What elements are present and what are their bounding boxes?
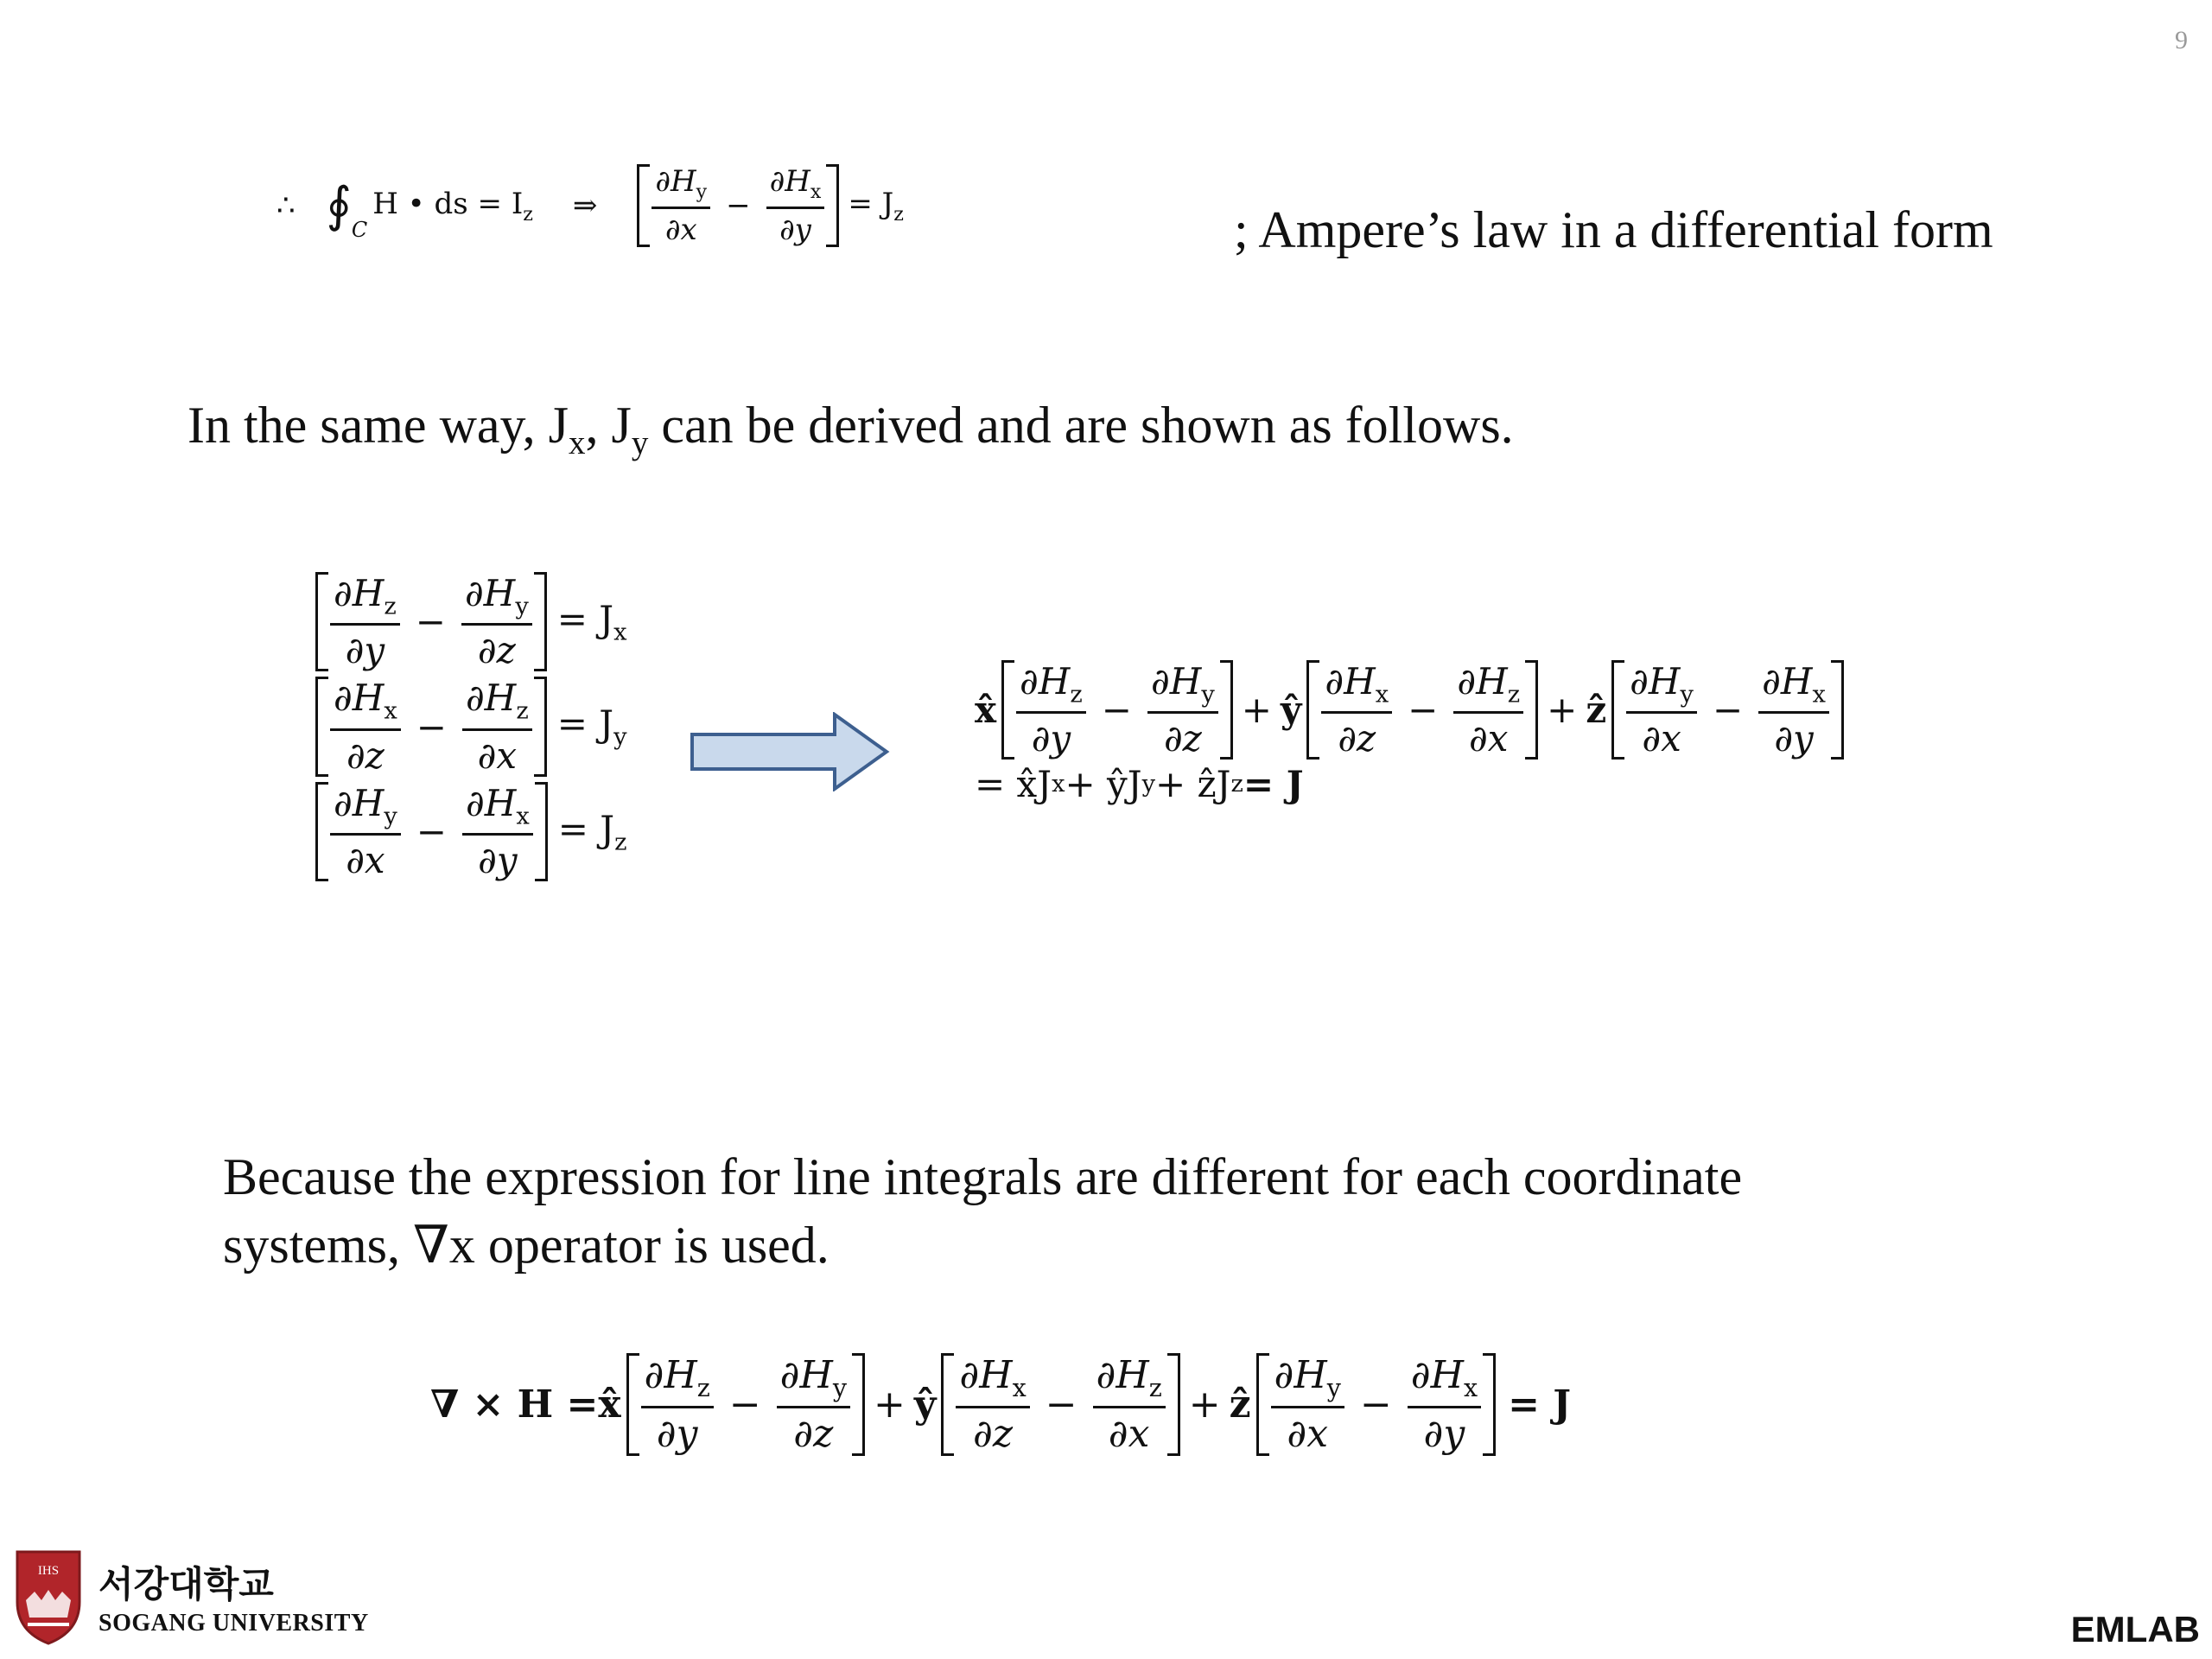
because-line-2: systems, ∇x operator is used. (223, 1217, 830, 1274)
svg-text:IHS: IHS (37, 1564, 60, 1578)
university-logo (14, 1548, 369, 1645)
ampere-integral-equation (276, 164, 904, 247)
curl-equation: ∇ × H = x̂ $\frac{\partial H_z}{\partial y}$ − $\frac{\partial H_y}{\partial z}$ + ŷ $\frac{\partial H_x}{\partial z}$ − $\frac{\partial H_z}{\partial x}$ + ẑ $\frac{\partial H_y}{\partial x}$ − $\frac{\partial H_x}{\partial y}$ = J (430, 1353, 1572, 1456)
shield-icon (14, 1548, 83, 1645)
lab-name: EMLAB (2070, 1609, 2200, 1649)
therefore-symbol: ∴ (276, 188, 296, 223)
implies-arrow: ⇒ (572, 188, 598, 223)
jz-equation: $\frac{\partial H_y}{\partial x}$ − $\frac{\partial H_x}{\partial y}$ = $J_z$ (315, 782, 627, 881)
contour-integral: ∮ C (326, 177, 368, 243)
component-equations (315, 572, 627, 881)
combined-equation-result: = x̂J x + ŷJ y + ẑJ z = J (975, 763, 1304, 806)
jx-equation: $\frac{\partial H_z}{\partial y}$ − $\frac{\partial H_y}{\partial z}$ = $J_x$ (315, 572, 627, 671)
same-way-sentence: In the same way, $J_x$, $J_y$ can be derived and are shown as follows. (188, 397, 1514, 461)
page-number: 9 (2175, 26, 2188, 54)
rhs-jz: = $J_z$ (848, 186, 904, 226)
combined-vector-equation: x̂ $\frac{\partial H_z}{\partial y}$ − $\frac{\partial H_y}{\partial z}$ + ŷ $\frac{\partial H_x}{\partial z}$ − $\frac{\partial H_z}{\partial x}$ + ẑ $\frac{\partial H_y}{\partial x}$ − $\frac{\partial H_x}{\partial y}$ = x̂J x + ŷJ y + ẑJ z = J (975, 660, 1844, 805)
integrand: H • ds = $I_z$ (372, 186, 533, 226)
right-arrow-icon (690, 712, 890, 791)
ampere-label: ; Ampere’s law in a differential form (1234, 201, 1993, 258)
jy-equation: $\frac{\partial H_x}{\partial z}$ − $\frac{\partial H_z}{\partial x}$ = $J_y$ (315, 677, 627, 776)
logo-korean-text: 서강대학교 (99, 1563, 274, 1605)
because-line-1: Because the expression for line integrals are different for each coordinate (223, 1148, 1743, 1205)
bracket-term: $\frac{\partial H_y}{\partial x}$ − $\frac{\partial H_x}{\partial y}$ (637, 164, 839, 247)
logo-english-text: SOGANG UNIVERSITY (99, 1610, 369, 1637)
